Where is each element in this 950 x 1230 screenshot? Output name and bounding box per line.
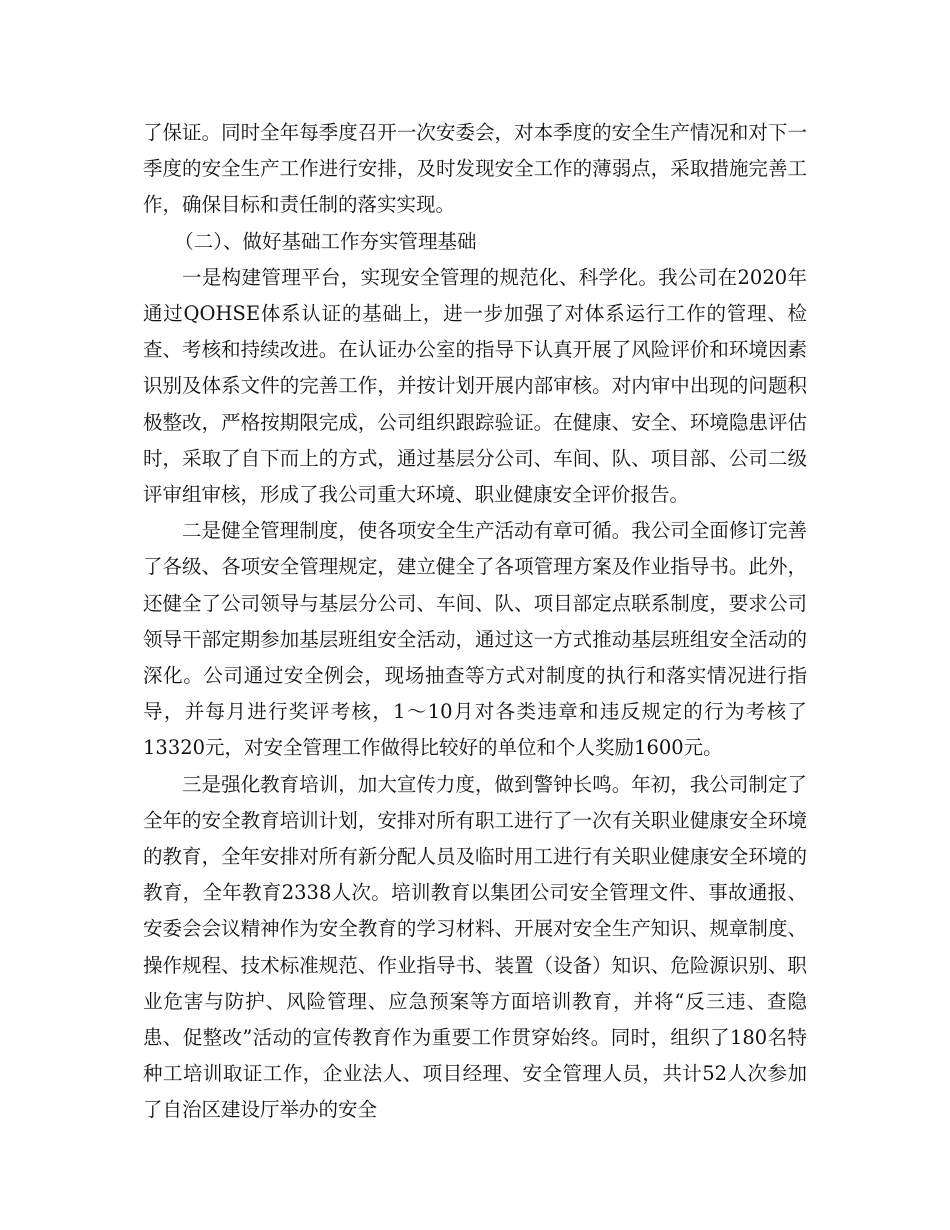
paragraph-management-platform: 一是构建管理平台，实现安全管理的规范化、科学化。我公司在2020年通过QOHSE体系认证的基础上，进一步加强了对体系运行工作的管理、检查、考核和持续改进。在认证办公室的指导下认真开展了风险评价和环境因素识别及体系文件的完善工作，并按计划开展内部审核。对内审中出现的问题积极整改，严格按期限完成，公司组织跟踪验证。在健康、安全、环境隐患评估时，采取了自下而上的方式，通过基层分公司、车间、队、项目部、公司二级评审组审核，形成了我公司重大环境、职业健康安全评价报告。 [143, 265, 807, 507]
paragraph-education-training: 三是强化教育培训，加大宣传力度，做到警钟长鸣。年初，我公司制定了全年的安全教育培训计划，安排对所有职工进行了一次有关职业健康安全环境的教育，全年安排对所有新分配人员及临时用工进行有关职业健康安全环境的教育，全年教育2338人次。培训教育以集团公司安全管理文件、事故通报、安委会会议精神作为安全教育的学习材料、开展对安全生产知识、规章制度、操作规程、技术标准规范、作业指导书、装置（设备）知识、危险源识别、职业危害与防护、风险管理、应急预案等方面培训教育，并将“反三违、查隐患、促整改”活动的宣传教育作为重要工作贯穿始终。同时，组织了180名特种工培训取证工作，企业法人、项目经理、安全管理人员，共计52人次参加了自治区建设厅举办的安全 [143, 772, 807, 1122]
paragraph-continuation: 了保证。同时全年每季度召开一次安委会，对本季度的安全生产情况和对下一季度的安全生产工作进行安排，及时发现安全工作的薄弱点，采取措施完善工作，确保目标和责任制的落实实现。 [143, 121, 807, 217]
document-page [143, 115, 807, 1129]
section-heading: （二）、做好基础工作夯实管理基础 [174, 229, 477, 253]
paragraph-management-system: 二是健全管理制度，使各项安全生产活动有章可循。我公司全面修订完善了各级、各项安全管理规定，建立健全了各项管理方案及作业指导书。此外，还健全了公司领导与基层分公司、车间、队、项目部定点联系制度，要求公司领导干部定期参加基层班组安全活动，通过这一方式推动基层班组安全活动的深化。公司通过安全例会，现场抽查等方式对制度的执行和落实情况进行指导，并每月进行奖评考核，1～10月对各类违章和违反规定的行为考核了13320元，对安全管理工作做得比较好的单位和个人奖励1600元。 [143, 519, 807, 760]
